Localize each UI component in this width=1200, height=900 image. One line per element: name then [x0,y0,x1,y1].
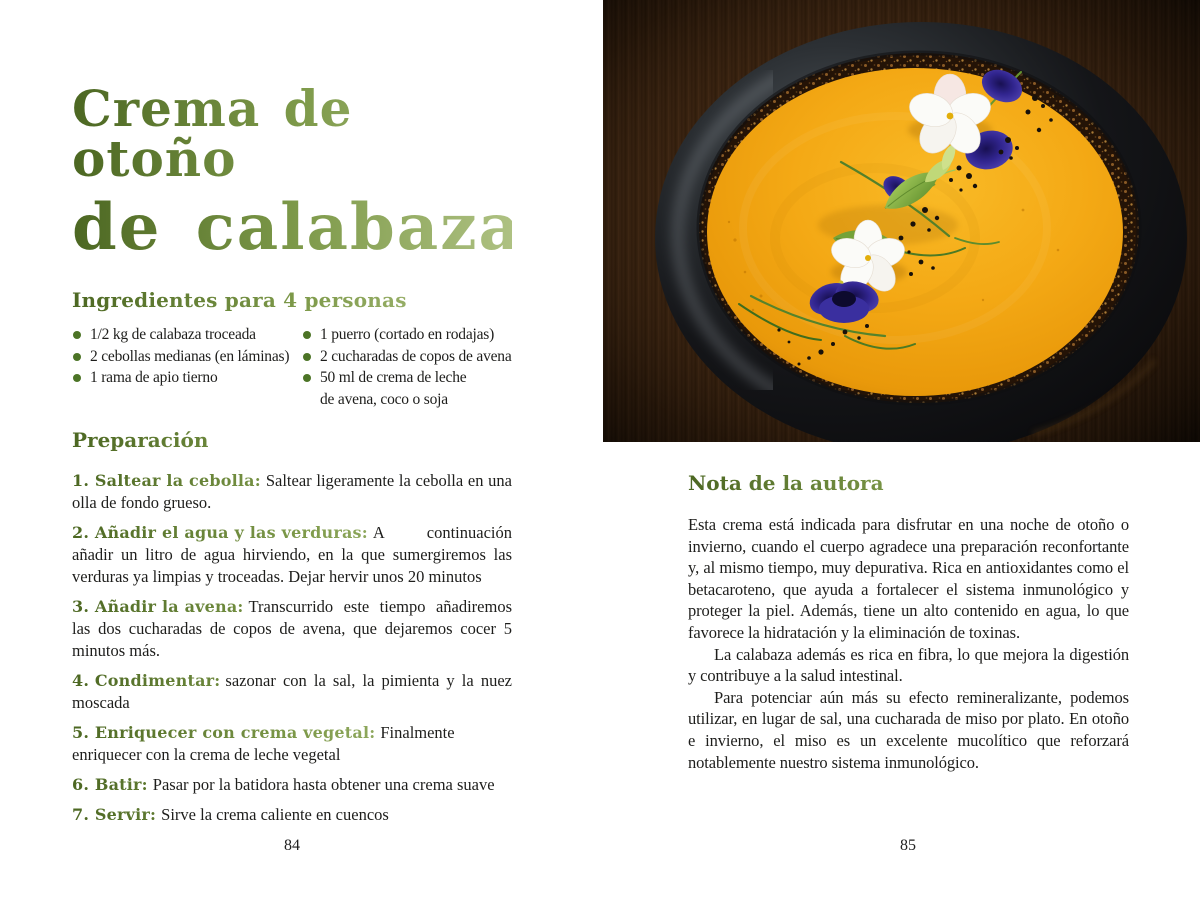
ingredient-item [72,346,302,368]
note-paragraph-2: La calabaza además es rica en fibra, lo que mejora la digestión y contribuye a la salud intestinal. [688,644,1129,686]
dish-photo-svg [603,0,1200,442]
bullet-dot-icon [303,331,311,339]
ingredient-item [72,367,302,389]
step-6 [72,774,512,796]
ingredients-column-2 [302,324,524,410]
author-note-heading: Nota de la autora [688,471,884,495]
step-2 [72,522,512,588]
step-text: Saltear ligeramente la cebolla en una olla de fondo grueso. [72,471,512,512]
ingredient-text: 2 cebollas medianas (en láminas) [90,347,290,365]
bullet-dot-icon [73,374,81,382]
step-label: 1. Saltear la cebolla: [72,471,261,490]
ingredient-text: 1 rama de apio tierno [90,369,218,386]
ingredient-item [302,367,480,410]
recipe-title-line1: Crema de otoño [72,84,532,184]
step-text: A continuación añadir un litro de agua hirviendo, en la que sumergiremos las verduras ya limpias y troceadas. Dejar hervir unos 20 minutos [72,523,512,586]
step-label: 2. Añadir el agua y las verduras: [72,523,368,542]
author-note-body [688,514,1129,773]
step-1 [72,470,512,514]
note-paragraph-3: Para potenciar aún más su efecto remineralizante, podemos utilizar, en lugar de sal, una cucharada de miso por plato. En otoño e invierno, el miso es un excelente mucolítico que reforzará notablemente nuestro sistema inmunológico. [688,687,1129,772]
bullet-dot-icon [73,353,81,361]
step-label: 4. Condimentar: [72,671,221,690]
page-number-right: 85 [900,837,916,854]
bullet-dot-icon [303,374,311,382]
preparation-heading: Preparación [72,428,209,452]
author-note-heading-wrap [688,471,884,496]
step-label: 3. Añadir la avena: [72,597,244,616]
ingredients-heading: Ingredientes para 4 personas [72,288,407,312]
ingredients-column-1 [72,324,302,410]
ingredient-item [302,346,524,368]
page-number-left: 84 [284,837,300,854]
ingredient-item [302,324,524,346]
recipe-title [72,79,532,265]
step-5 [72,722,512,766]
bullet-dot-icon [303,353,311,361]
ingredient-text: 50 ml de crema de leche de avena, coco o soja [320,369,467,408]
ingredients-list [72,324,524,410]
step-label: 7. Servir: [72,805,157,824]
bullet-dot-icon [73,331,81,339]
preparation-steps [72,470,512,834]
step-3 [72,596,512,662]
step-text: Sirve la crema caliente en cuencos [161,805,389,824]
step-4 [72,670,512,714]
step-text: sazonar con la sal, la pimienta y la nuez moscada [72,671,512,712]
step-text: Pasar por la batidora hasta obtener una crema suave [152,775,495,794]
recipe-title-line2: de calabaza [72,190,522,265]
step-label: 5. Enriquecer con crema vegetal: [72,723,376,742]
ingredients-heading-wrap [72,288,407,313]
step-label: 6. Batir: [72,775,148,794]
ingredient-item [72,324,302,346]
dish-photo [603,0,1200,442]
ingredient-text: 1 puerro (cortado en rodajas) [320,326,495,343]
ingredient-text: 1/2 kg de calabaza troceada [90,326,256,343]
step-text: Finalmente enriquecer con la crema de leche vegetal [72,723,455,764]
step-text: Transcurrido este tiempo añadiremos las dos cucharadas de copos de avena, que dejaremos cocer 5 minutos más. [72,597,512,660]
step-7 [72,804,512,826]
preparation-heading-wrap [72,428,208,453]
ingredient-text: 2 cucharadas de copos de avena [320,347,512,365]
note-paragraph-1: Esta crema está indicada para disfrutar en una noche de otoño o invierno, cuando el cuerpo agradece una preparación reconfortante y, al mismo tiempo, muy depurativa. Rica en antioxidantes como el betacaroteno, que ayuda a fortalecer el sistema inmunológico y proteger la piel. Además, tiene un alto contenido en agua, lo que favorece la hidratación y la eliminación de toxinas. [688,515,1129,642]
